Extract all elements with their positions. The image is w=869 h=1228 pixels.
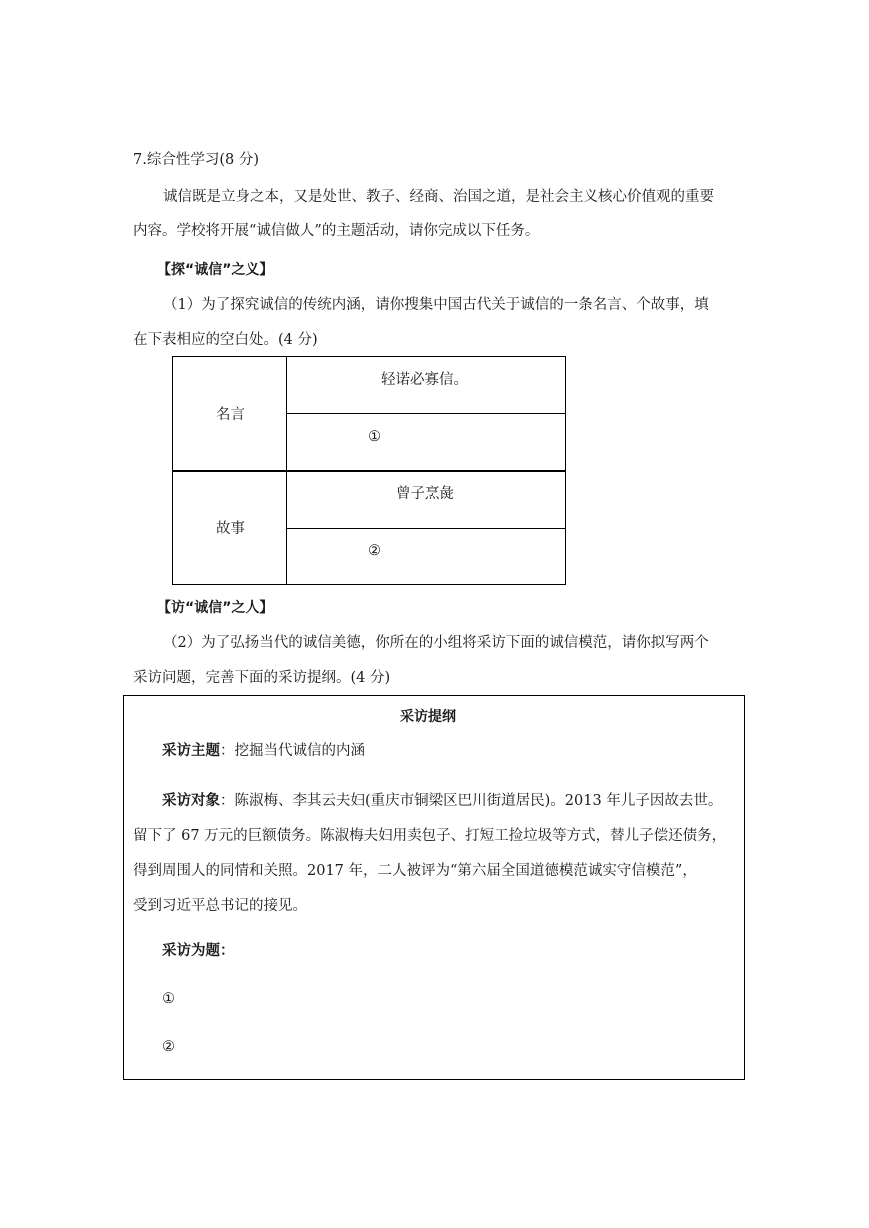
outline-subject-line4: 受到习近平总书记的接见。 (133, 898, 307, 914)
table-cell-story-1: 曾子烹彘 (396, 486, 454, 502)
outline-question-2-blank: ② (162, 1039, 175, 1055)
outline-question-1-blank: ① (162, 991, 175, 1007)
outline-subject-label: 采访对象 (162, 793, 220, 809)
outline-title: 采访提纲 (400, 709, 456, 725)
outline-subject-line1 (162, 791, 722, 811)
table-cell-quote-blank: ① (368, 429, 381, 445)
outline-subject-text: ：陈淑梅、李其云夫妇(重庆市铜梁区巴川街道居民)。2013 年儿子因故去世。 (220, 793, 723, 809)
table-row-divider (286, 528, 565, 529)
section2-task-line1: （2）为了弘扬当代的诚信美德，你所在的小组将采访下面的诚信模范，请你拟写两个 (163, 635, 709, 651)
section1-heading: 【探“诚信”之义】 (157, 262, 274, 278)
table-section-divider (173, 470, 565, 472)
section1-task-line1: （1）为了探究诚信的传统内涵，请你搜集中国古代关于诚信的一条名言、个故事，填 (163, 297, 709, 313)
interview-outline-box (123, 695, 745, 1080)
section1-task-line2: 在下表相应的空白处。(4 分) (133, 332, 318, 348)
table-cell-story-blank: ② (368, 543, 381, 559)
section2-heading: 【访“诚信”之人】 (157, 600, 274, 616)
table-cell-quote-1: 轻诺必寡信。 (381, 372, 468, 388)
section2-task-line2: 采访问题，完善下面的采访提纲。(4 分) (133, 670, 391, 686)
outline-topic-label: 采访主题 (162, 743, 220, 759)
outline-subject-line3: 得到周围人的同情和关照。2017 年，二人被评为“第六届全国道德模范诚实守信模范”， (133, 863, 697, 879)
question-title: 7.综合性学习(8 分) (133, 152, 259, 168)
table-label-story: 故事 (216, 521, 245, 537)
table-row-divider (286, 413, 565, 414)
question-intro-line1: 诚信既是立身之本，又是处世、教子、经商、治国之道，是社会主义核心价值观的重要 (163, 189, 714, 205)
question-intro-line2: 内容。学校将开展“诚信做人”的主题活动，请你完成以下任务。 (133, 223, 540, 239)
outline-questions-label: 采访为题： (162, 943, 235, 959)
outline-topic-text: ：挖掘当代诚信的内涵 (220, 743, 365, 759)
outline-subject-line2: 留下了 67 万元的巨额债务。陈淑梅夫妇用卖包子、打短工捡垃圾等方式，替儿子偿还债务， (133, 828, 727, 844)
outline-topic (162, 741, 365, 761)
table-label-quote: 名言 (216, 407, 245, 423)
quote-story-table (172, 356, 566, 585)
